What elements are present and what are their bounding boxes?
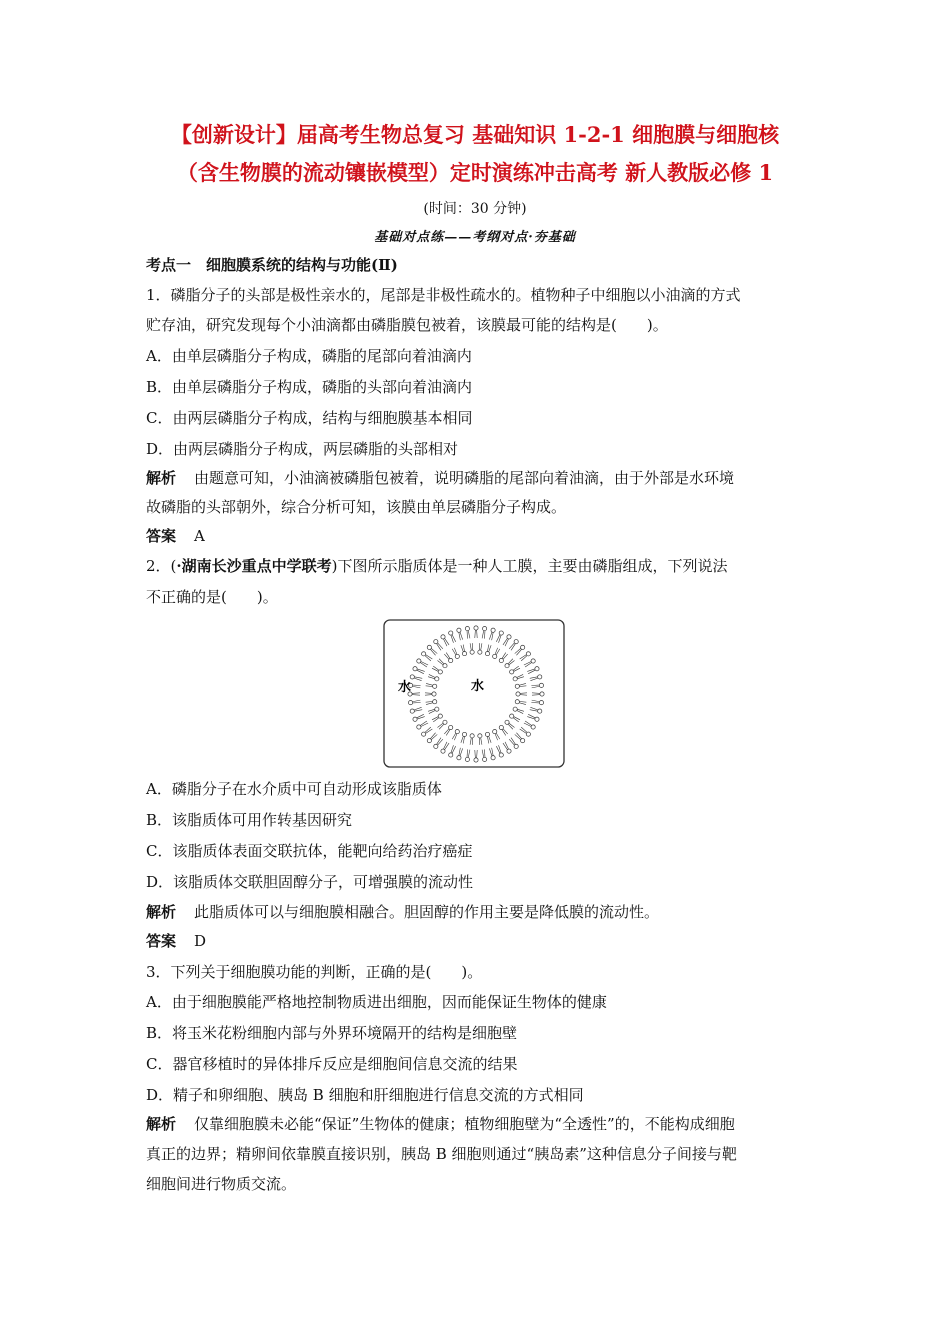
lipid-head	[531, 725, 535, 729]
lipid-head	[514, 640, 518, 644]
q1-analysis-line1	[146, 467, 816, 489]
lipid-head	[538, 675, 542, 679]
lipid-head	[435, 707, 439, 711]
lipid-head	[457, 628, 461, 632]
lipid-head	[539, 683, 543, 687]
lipid-head	[499, 753, 503, 757]
liposome-figure	[383, 619, 565, 768]
q1-stem-line2: 贮存油，研究发现每个小油滴都由磷脂膜包被着，该膜最可能的结构是( )。	[146, 316, 668, 334]
lipid-head	[478, 734, 482, 738]
lipid-head	[417, 725, 421, 729]
lipid-head	[410, 675, 414, 679]
lipid-head	[462, 732, 466, 736]
q2-stem-line2: 不正确的是( )。	[146, 588, 278, 606]
q2-analysis	[146, 901, 816, 923]
lipid-head	[493, 729, 497, 733]
q2-analysis-label: 解析	[146, 903, 177, 921]
lipid-head	[449, 753, 453, 757]
lipid-head	[507, 635, 511, 639]
q2-answer-label: 答案	[146, 932, 177, 950]
lipid-head	[538, 709, 542, 713]
lipid-head	[535, 667, 539, 671]
lipid-head	[491, 628, 495, 632]
q2-analysis-text: 此脂质体可以与细胞膜相融合。胆固醇的作用主要是降低膜的流动性。	[194, 903, 660, 921]
lipid-head	[443, 720, 447, 724]
lipid-head	[465, 757, 469, 761]
lipid-head	[438, 670, 442, 674]
q2-option-b: B．该脂质体可用作转基因研究	[146, 811, 353, 829]
q2-option-d: D．该脂质体交联胆固醇分子，可增强膜的流动性	[146, 873, 474, 891]
lipid-head	[417, 659, 421, 663]
lipid-head	[478, 650, 482, 654]
lipid-head	[513, 677, 517, 681]
q1-answer	[146, 525, 816, 547]
q1-option-d: D．由两层磷脂分子构成，两层磷脂的头部相对	[146, 440, 459, 458]
q1-answer-label: 答案	[146, 527, 177, 545]
lipid-head	[483, 757, 487, 761]
lipid-head	[435, 677, 439, 681]
q2-answer-value: D	[194, 932, 207, 950]
q2-option-a: A．磷脂分子在水介质中可自动形成该脂质体	[146, 780, 442, 798]
q2-option-c: C．该脂质体表面交联抗体，能靶向给药治疗癌症	[146, 842, 473, 860]
lipid-head	[516, 692, 520, 696]
lipid-head	[422, 652, 426, 656]
lipid-head	[432, 692, 436, 696]
q1-stem-line1: 1．磷脂分子的头部是极性亲水的，尾部是非极性疏水的。植物种子中细胞以小油滴的方式	[146, 286, 741, 304]
lipid-head	[531, 659, 535, 663]
lipid-head	[515, 700, 519, 704]
lipid-head	[526, 652, 530, 656]
lipid-head	[510, 670, 514, 674]
lipid-head	[434, 640, 438, 644]
lipid-head	[485, 652, 489, 656]
q2-answer	[146, 930, 816, 952]
lipid-head	[474, 626, 478, 630]
lipid-head	[505, 664, 509, 668]
lipid-head	[410, 709, 414, 713]
lipid-head	[427, 739, 431, 743]
lipid-head	[515, 684, 519, 688]
lipid-head	[434, 744, 438, 748]
lipid-head	[521, 739, 525, 743]
lipid-head	[540, 692, 544, 696]
lipid-head	[499, 725, 503, 729]
q2-source: ·湖南长沙重点中学联考	[176, 557, 332, 575]
q2-number: 2．(	[146, 557, 177, 575]
q2-stem-rest: )下图所示脂质体是一种人工膜，主要由磷脂组成，下列说法	[331, 557, 728, 575]
lipid-head	[485, 732, 489, 736]
lipid-head	[499, 631, 503, 635]
lipid-head	[438, 714, 442, 718]
q1-analysis-label: 解析	[146, 469, 177, 487]
lipid-head	[457, 756, 461, 760]
lipid-head	[441, 749, 445, 753]
figure-inner-water-label: 水	[471, 679, 485, 694]
time-limit: (时间：30 分钟)	[423, 201, 527, 217]
lipid-head	[433, 700, 437, 704]
q3-analysis-line2: 真正的边界；精卵间依靠膜直接识别，胰岛 B 细胞则通过“胰岛素”这种信息分子间接与靶	[146, 1145, 737, 1163]
lipid-head	[413, 717, 417, 721]
q3-analysis-label: 解析	[146, 1115, 177, 1133]
lipid-head	[474, 758, 478, 762]
lipid-head	[455, 654, 459, 658]
q3-option-b: B．将玉米花粉细胞内部与外界环境隔开的结构是细胞壁	[146, 1024, 518, 1042]
lipid-head	[521, 645, 525, 649]
lipid-head	[470, 650, 474, 654]
q3-stem: 3．下列关于细胞膜功能的判断，正确的是( )。	[146, 963, 483, 981]
lipid-head	[513, 707, 517, 711]
lipid-head	[413, 667, 417, 671]
q3-analysis-line3: 细胞间进行物质交流。	[146, 1175, 297, 1193]
lipid-head	[462, 652, 466, 656]
q2-stem-line1	[146, 555, 816, 577]
lipid-head	[510, 714, 514, 718]
lipid-head	[539, 701, 543, 705]
lipid-head	[408, 701, 412, 705]
lipid-head	[441, 635, 445, 639]
lipid-head	[443, 664, 447, 668]
q1-option-a: A．由单层磷脂分子构成，磷脂的尾部向着油滴内	[146, 347, 472, 365]
lipid-head	[449, 631, 453, 635]
q1-option-b: B．由单层磷脂分子构成，磷脂的头部向着油滴内	[146, 378, 473, 396]
figure-outer-water-label: 水	[398, 680, 412, 695]
document-title-line1: 【创新设计】届高考生物总复习 基础知识 1-2-1 细胞膜与细胞核	[170, 122, 780, 147]
q1-analysis-line2: 故磷脂的头部朝外，综合分析可知，该膜由单层磷脂分子构成。	[146, 498, 567, 516]
q1-option-c: C．由两层磷脂分子构成，结构与细胞膜基本相同	[146, 409, 473, 427]
lipid-head	[526, 732, 530, 736]
lipid-head	[514, 744, 518, 748]
lipid-head	[535, 717, 539, 721]
q3-option-c: C．器官移植时的异体排斥反应是细胞间信息交流的结果	[146, 1055, 518, 1073]
lipid-head	[449, 658, 453, 662]
lipid-head	[449, 725, 453, 729]
q3-analysis-text1: 仅靠细胞膜未必能“保证”生物体的健康；植物细胞壁为“全透性”的，不能构成细胞	[194, 1115, 735, 1133]
q1-answer-value: A	[194, 527, 205, 545]
topic-heading: 考点一 细胞膜系统的结构与功能(Ⅱ)	[146, 256, 398, 274]
lipid-head	[433, 684, 437, 688]
lipid-head	[422, 732, 426, 736]
lipid-head	[470, 734, 474, 738]
lipid-head	[483, 626, 487, 630]
lipid-head	[507, 749, 511, 753]
lipid-head	[499, 658, 503, 662]
lipid-head	[505, 720, 509, 724]
document-title-line2: （含生物膜的流动镶嵌模型）定时演练冲击高考 新人教版必修 1	[176, 160, 774, 185]
q3-option-d: D．精子和卵细胞、胰岛 B 细胞和肝细胞进行信息交流的方式相同	[146, 1086, 584, 1104]
lipid-head	[465, 626, 469, 630]
section-heading: 基础对点练——考纲对点·夯基础	[374, 230, 576, 245]
lipid-head	[491, 756, 495, 760]
q3-analysis-line1	[146, 1113, 816, 1135]
lipid-head	[493, 654, 497, 658]
q1-analysis-text1: 由题意可知，小油滴被磷脂包被着，说明磷脂的尾部向着油滴，由于外部是水环境	[194, 469, 735, 487]
lipid-head	[427, 645, 431, 649]
q3-option-a: A．由于细胞膜能严格地控制物质进出细胞，因而能保证生物体的健康	[146, 993, 607, 1011]
lipid-head	[455, 729, 459, 733]
